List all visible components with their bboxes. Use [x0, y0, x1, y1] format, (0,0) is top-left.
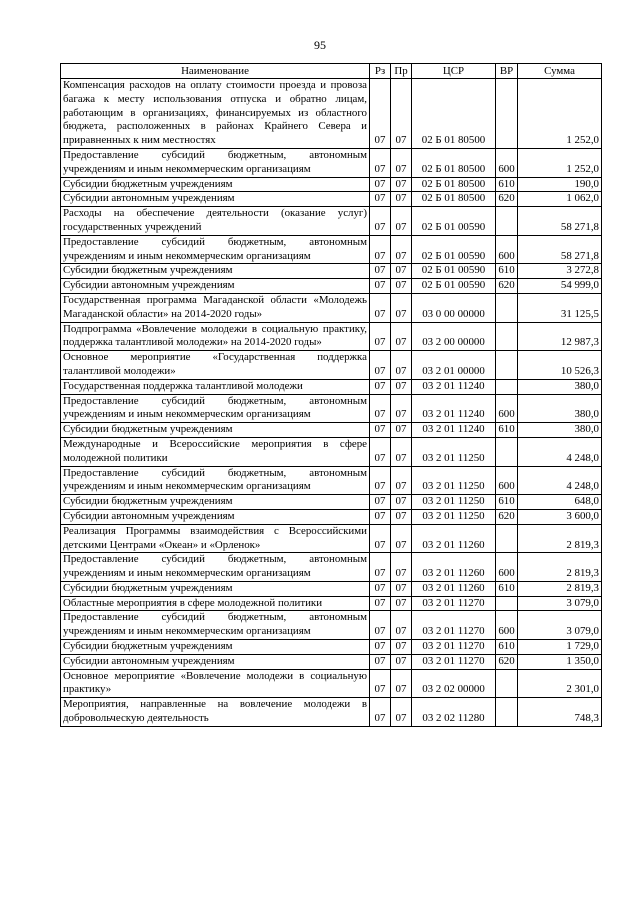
cell-rz: 07: [370, 640, 391, 655]
cell-rz: 07: [370, 466, 391, 495]
cell-pr: 07: [391, 351, 412, 380]
cell-name: Субсидии автономным учреждениям: [61, 279, 370, 294]
cell-csr: 02 Б 01 00590: [412, 207, 496, 236]
header-pr: Пр: [391, 64, 412, 79]
cell-name: Субсидии автономным учреждениям: [61, 509, 370, 524]
cell-pr: 07: [391, 698, 412, 727]
cell-sum: 3 079,0: [518, 611, 602, 640]
cell-rz: 07: [370, 207, 391, 236]
cell-sum: 648,0: [518, 495, 602, 510]
table-row: [61, 509, 602, 524]
cell-pr: 07: [391, 437, 412, 466]
cell-vr: 620: [496, 654, 518, 669]
cell-rz: 07: [370, 148, 391, 177]
cell-vr: 610: [496, 581, 518, 596]
cell-pr: 07: [391, 669, 412, 698]
cell-sum: 380,0: [518, 423, 602, 438]
cell-pr: 07: [391, 581, 412, 596]
cell-pr: 07: [391, 207, 412, 236]
page-number: 95: [314, 38, 326, 52]
table-row: [61, 79, 602, 149]
cell-vr: 600: [496, 466, 518, 495]
cell-name: Предоставление субсидий бюджетным, автономным учреждениям и иным некоммерческим организациям: [61, 148, 370, 177]
cell-pr: 07: [391, 177, 412, 192]
cell-rz: 07: [370, 596, 391, 611]
cell-sum: 58 271,8: [518, 207, 602, 236]
cell-name: Государственная программа Магаданской области «Молодежь Магаданской области» на 2014-2020 годы»: [61, 293, 370, 322]
cell-vr: [496, 351, 518, 380]
cell-csr: 03 2 01 00000: [412, 351, 496, 380]
table-row: [61, 279, 602, 294]
cell-csr: 02 Б 01 80500: [412, 192, 496, 207]
cell-vr: 610: [496, 177, 518, 192]
cell-vr: [496, 379, 518, 394]
cell-sum: 10 526,3: [518, 351, 602, 380]
cell-rz: 07: [370, 394, 391, 423]
cell-pr: 07: [391, 293, 412, 322]
cell-pr: 07: [391, 553, 412, 582]
cell-pr: 07: [391, 192, 412, 207]
cell-rz: 07: [370, 654, 391, 669]
cell-vr: 600: [496, 553, 518, 582]
cell-name: Предоставление субсидий бюджетным, автономным учреждениям и иным некоммерческим организациям: [61, 611, 370, 640]
cell-vr: [496, 596, 518, 611]
table-row: [61, 394, 602, 423]
cell-sum: 3 272,8: [518, 264, 602, 279]
cell-csr: 02 Б 01 00590: [412, 279, 496, 294]
cell-pr: 07: [391, 524, 412, 553]
cell-vr: [496, 698, 518, 727]
cell-pr: 07: [391, 611, 412, 640]
table-row: [61, 654, 602, 669]
cell-csr: 03 0 00 00000: [412, 293, 496, 322]
cell-name: Субсидии бюджетным учреждениям: [61, 640, 370, 655]
cell-rz: 07: [370, 192, 391, 207]
cell-pr: 07: [391, 235, 412, 264]
table-row: [61, 611, 602, 640]
cell-name: Субсидии бюджетным учреждениям: [61, 495, 370, 510]
cell-rz: 07: [370, 611, 391, 640]
cell-csr: 03 2 02 11280: [412, 698, 496, 727]
cell-vr: 600: [496, 394, 518, 423]
cell-name: Субсидии бюджетным учреждениям: [61, 581, 370, 596]
cell-sum: 4 248,0: [518, 437, 602, 466]
cell-sum: 1 350,0: [518, 654, 602, 669]
cell-pr: 07: [391, 379, 412, 394]
cell-rz: 07: [370, 437, 391, 466]
cell-name: Субсидии автономным учреждениям: [61, 654, 370, 669]
cell-pr: 07: [391, 654, 412, 669]
cell-vr: 600: [496, 611, 518, 640]
cell-csr: 03 2 01 11240: [412, 394, 496, 423]
table-row: [61, 293, 602, 322]
cell-name: Компенсация расходов на оплату стоимости проезда и провоза багажа к месту использования отпуска и обратно лицам, работающим в организациях, финансируемых из областного бюджета, расположенных в районах Крайнего Севера и приравненных к ним местностях: [61, 79, 370, 149]
cell-vr: 620: [496, 509, 518, 524]
cell-vr: [496, 437, 518, 466]
cell-vr: 610: [496, 495, 518, 510]
table-row: [61, 264, 602, 279]
cell-sum: 190,0: [518, 177, 602, 192]
cell-csr: 03 2 01 11260: [412, 524, 496, 553]
cell-rz: 07: [370, 264, 391, 279]
cell-pr: 07: [391, 279, 412, 294]
cell-name: Субсидии бюджетным учреждениям: [61, 177, 370, 192]
table-row: [61, 177, 602, 192]
table-row: [61, 698, 602, 727]
cell-rz: 07: [370, 423, 391, 438]
cell-pr: 07: [391, 466, 412, 495]
cell-rz: 07: [370, 177, 391, 192]
cell-sum: 3 079,0: [518, 596, 602, 611]
cell-rz: 07: [370, 524, 391, 553]
cell-csr: 03 2 01 11270: [412, 640, 496, 655]
table-row: [61, 148, 602, 177]
cell-name: Предоставление субсидий бюджетным, автономным учреждениям и иным некоммерческим организациям: [61, 394, 370, 423]
cell-rz: 07: [370, 79, 391, 149]
cell-pr: 07: [391, 640, 412, 655]
cell-vr: 610: [496, 423, 518, 438]
header-row: [61, 64, 602, 79]
cell-rz: 07: [370, 553, 391, 582]
cell-csr: 03 2 01 11240: [412, 423, 496, 438]
cell-rz: 07: [370, 379, 391, 394]
cell-csr: 03 2 01 11250: [412, 495, 496, 510]
table-row: [61, 466, 602, 495]
cell-rz: 07: [370, 351, 391, 380]
cell-sum: 3 600,0: [518, 509, 602, 524]
cell-pr: 07: [391, 264, 412, 279]
cell-pr: 07: [391, 509, 412, 524]
cell-sum: 1 729,0: [518, 640, 602, 655]
table-row: [61, 379, 602, 394]
cell-rz: 07: [370, 293, 391, 322]
cell-sum: 1 252,0: [518, 148, 602, 177]
table-row: [61, 669, 602, 698]
cell-sum: 54 999,0: [518, 279, 602, 294]
cell-csr: 02 Б 01 80500: [412, 148, 496, 177]
table-body: [61, 79, 602, 727]
cell-vr: [496, 293, 518, 322]
cell-csr: 02 Б 01 00590: [412, 264, 496, 279]
cell-name: Областные мероприятия в сфере молодежной политики: [61, 596, 370, 611]
table-row: [61, 192, 602, 207]
table-row: [61, 423, 602, 438]
header-sum: Сумма: [518, 64, 602, 79]
cell-sum: 2 819,3: [518, 581, 602, 596]
cell-csr: 02 Б 01 00590: [412, 235, 496, 264]
cell-csr: 03 2 00 00000: [412, 322, 496, 351]
cell-vr: [496, 524, 518, 553]
cell-sum: 748,3: [518, 698, 602, 727]
table-row: [61, 207, 602, 236]
table-row: [61, 553, 602, 582]
cell-rz: 07: [370, 322, 391, 351]
table-row: [61, 596, 602, 611]
cell-vr: [496, 669, 518, 698]
cell-sum: 2 301,0: [518, 669, 602, 698]
cell-pr: 07: [391, 596, 412, 611]
cell-rz: 07: [370, 495, 391, 510]
cell-pr: 07: [391, 394, 412, 423]
cell-sum: 1 252,0: [518, 79, 602, 149]
cell-name: Подпрограмма «Вовлечение молодежи в социальную практику, поддержка талантливой молодежи» на 2014-2020 годы»: [61, 322, 370, 351]
cell-csr: 03 2 01 11250: [412, 466, 496, 495]
table-row: [61, 495, 602, 510]
cell-name: Предоставление субсидий бюджетным, автономным учреждениям и иным некоммерческим организациям: [61, 235, 370, 264]
table-row: [61, 581, 602, 596]
cell-sum: 4 248,0: [518, 466, 602, 495]
cell-csr: 03 2 01 11270: [412, 654, 496, 669]
cell-sum: 58 271,8: [518, 235, 602, 264]
cell-vr: 600: [496, 235, 518, 264]
cell-rz: 07: [370, 279, 391, 294]
cell-csr: 03 2 01 11240: [412, 379, 496, 394]
table-row: [61, 322, 602, 351]
cell-name: Основное мероприятие «Вовлечение молодежи в социальную практику»: [61, 669, 370, 698]
cell-pr: 07: [391, 148, 412, 177]
cell-name: Предоставление субсидий бюджетным, автономным учреждениям и иным некоммерческим организациям: [61, 466, 370, 495]
cell-sum: 1 062,0: [518, 192, 602, 207]
cell-sum: 12 987,3: [518, 322, 602, 351]
table-row: [61, 351, 602, 380]
cell-vr: 600: [496, 148, 518, 177]
cell-name: Субсидии автономным учреждениям: [61, 192, 370, 207]
cell-vr: [496, 79, 518, 149]
cell-vr: 620: [496, 192, 518, 207]
cell-vr: 610: [496, 264, 518, 279]
cell-name: Предоставление субсидий бюджетным, автономным учреждениям и иным некоммерческим организациям: [61, 553, 370, 582]
cell-rz: 07: [370, 669, 391, 698]
cell-csr: 03 2 01 11260: [412, 581, 496, 596]
cell-pr: 07: [391, 495, 412, 510]
cell-csr: 03 2 01 11250: [412, 437, 496, 466]
header-rz: Рз: [370, 64, 391, 79]
cell-csr: 03 2 01 11270: [412, 611, 496, 640]
cell-csr: 02 Б 01 80500: [412, 177, 496, 192]
cell-csr: 03 2 01 11260: [412, 553, 496, 582]
cell-name: Реализация Программы взаимодействия с Всероссийскими детскими Центрами «Океан» и «Орленок»: [61, 524, 370, 553]
cell-sum: 2 819,3: [518, 524, 602, 553]
cell-sum: 2 819,3: [518, 553, 602, 582]
cell-vr: [496, 322, 518, 351]
cell-sum: 380,0: [518, 394, 602, 423]
header-name: Наименование: [61, 64, 370, 79]
cell-name: Основное мероприятие «Государственная поддержка талантливой молодежи»: [61, 351, 370, 380]
cell-csr: 03 2 01 11270: [412, 596, 496, 611]
table-row: [61, 437, 602, 466]
cell-rz: 07: [370, 235, 391, 264]
cell-name: Субсидии бюджетным учреждениям: [61, 423, 370, 438]
cell-csr: 03 2 02 00000: [412, 669, 496, 698]
cell-rz: 07: [370, 698, 391, 727]
budget-table: [60, 63, 602, 727]
cell-pr: 07: [391, 423, 412, 438]
cell-name: Международные и Всероссийские мероприятия в сфере молодежной политики: [61, 437, 370, 466]
cell-rz: 07: [370, 509, 391, 524]
cell-name: Мероприятия, направленные на вовлечение молодежи в добровольческую деятельность: [61, 698, 370, 727]
cell-name: Расходы на обеспечение деятельности (оказание услуг) государственных учреждений: [61, 207, 370, 236]
cell-vr: 610: [496, 640, 518, 655]
table-row: [61, 640, 602, 655]
header-vr: ВР: [496, 64, 518, 79]
cell-sum: 380,0: [518, 379, 602, 394]
table-row: [61, 235, 602, 264]
table-row: [61, 524, 602, 553]
header-csr: ЦСР: [412, 64, 496, 79]
cell-csr: 03 2 01 11250: [412, 509, 496, 524]
cell-csr: 02 Б 01 80500: [412, 79, 496, 149]
cell-rz: 07: [370, 581, 391, 596]
cell-vr: 620: [496, 279, 518, 294]
cell-vr: [496, 207, 518, 236]
cell-sum: 31 125,5: [518, 293, 602, 322]
cell-name: Субсидии бюджетным учреждениям: [61, 264, 370, 279]
cell-pr: 07: [391, 322, 412, 351]
cell-pr: 07: [391, 79, 412, 149]
cell-name: Государственная поддержка талантливой молодежи: [61, 379, 370, 394]
